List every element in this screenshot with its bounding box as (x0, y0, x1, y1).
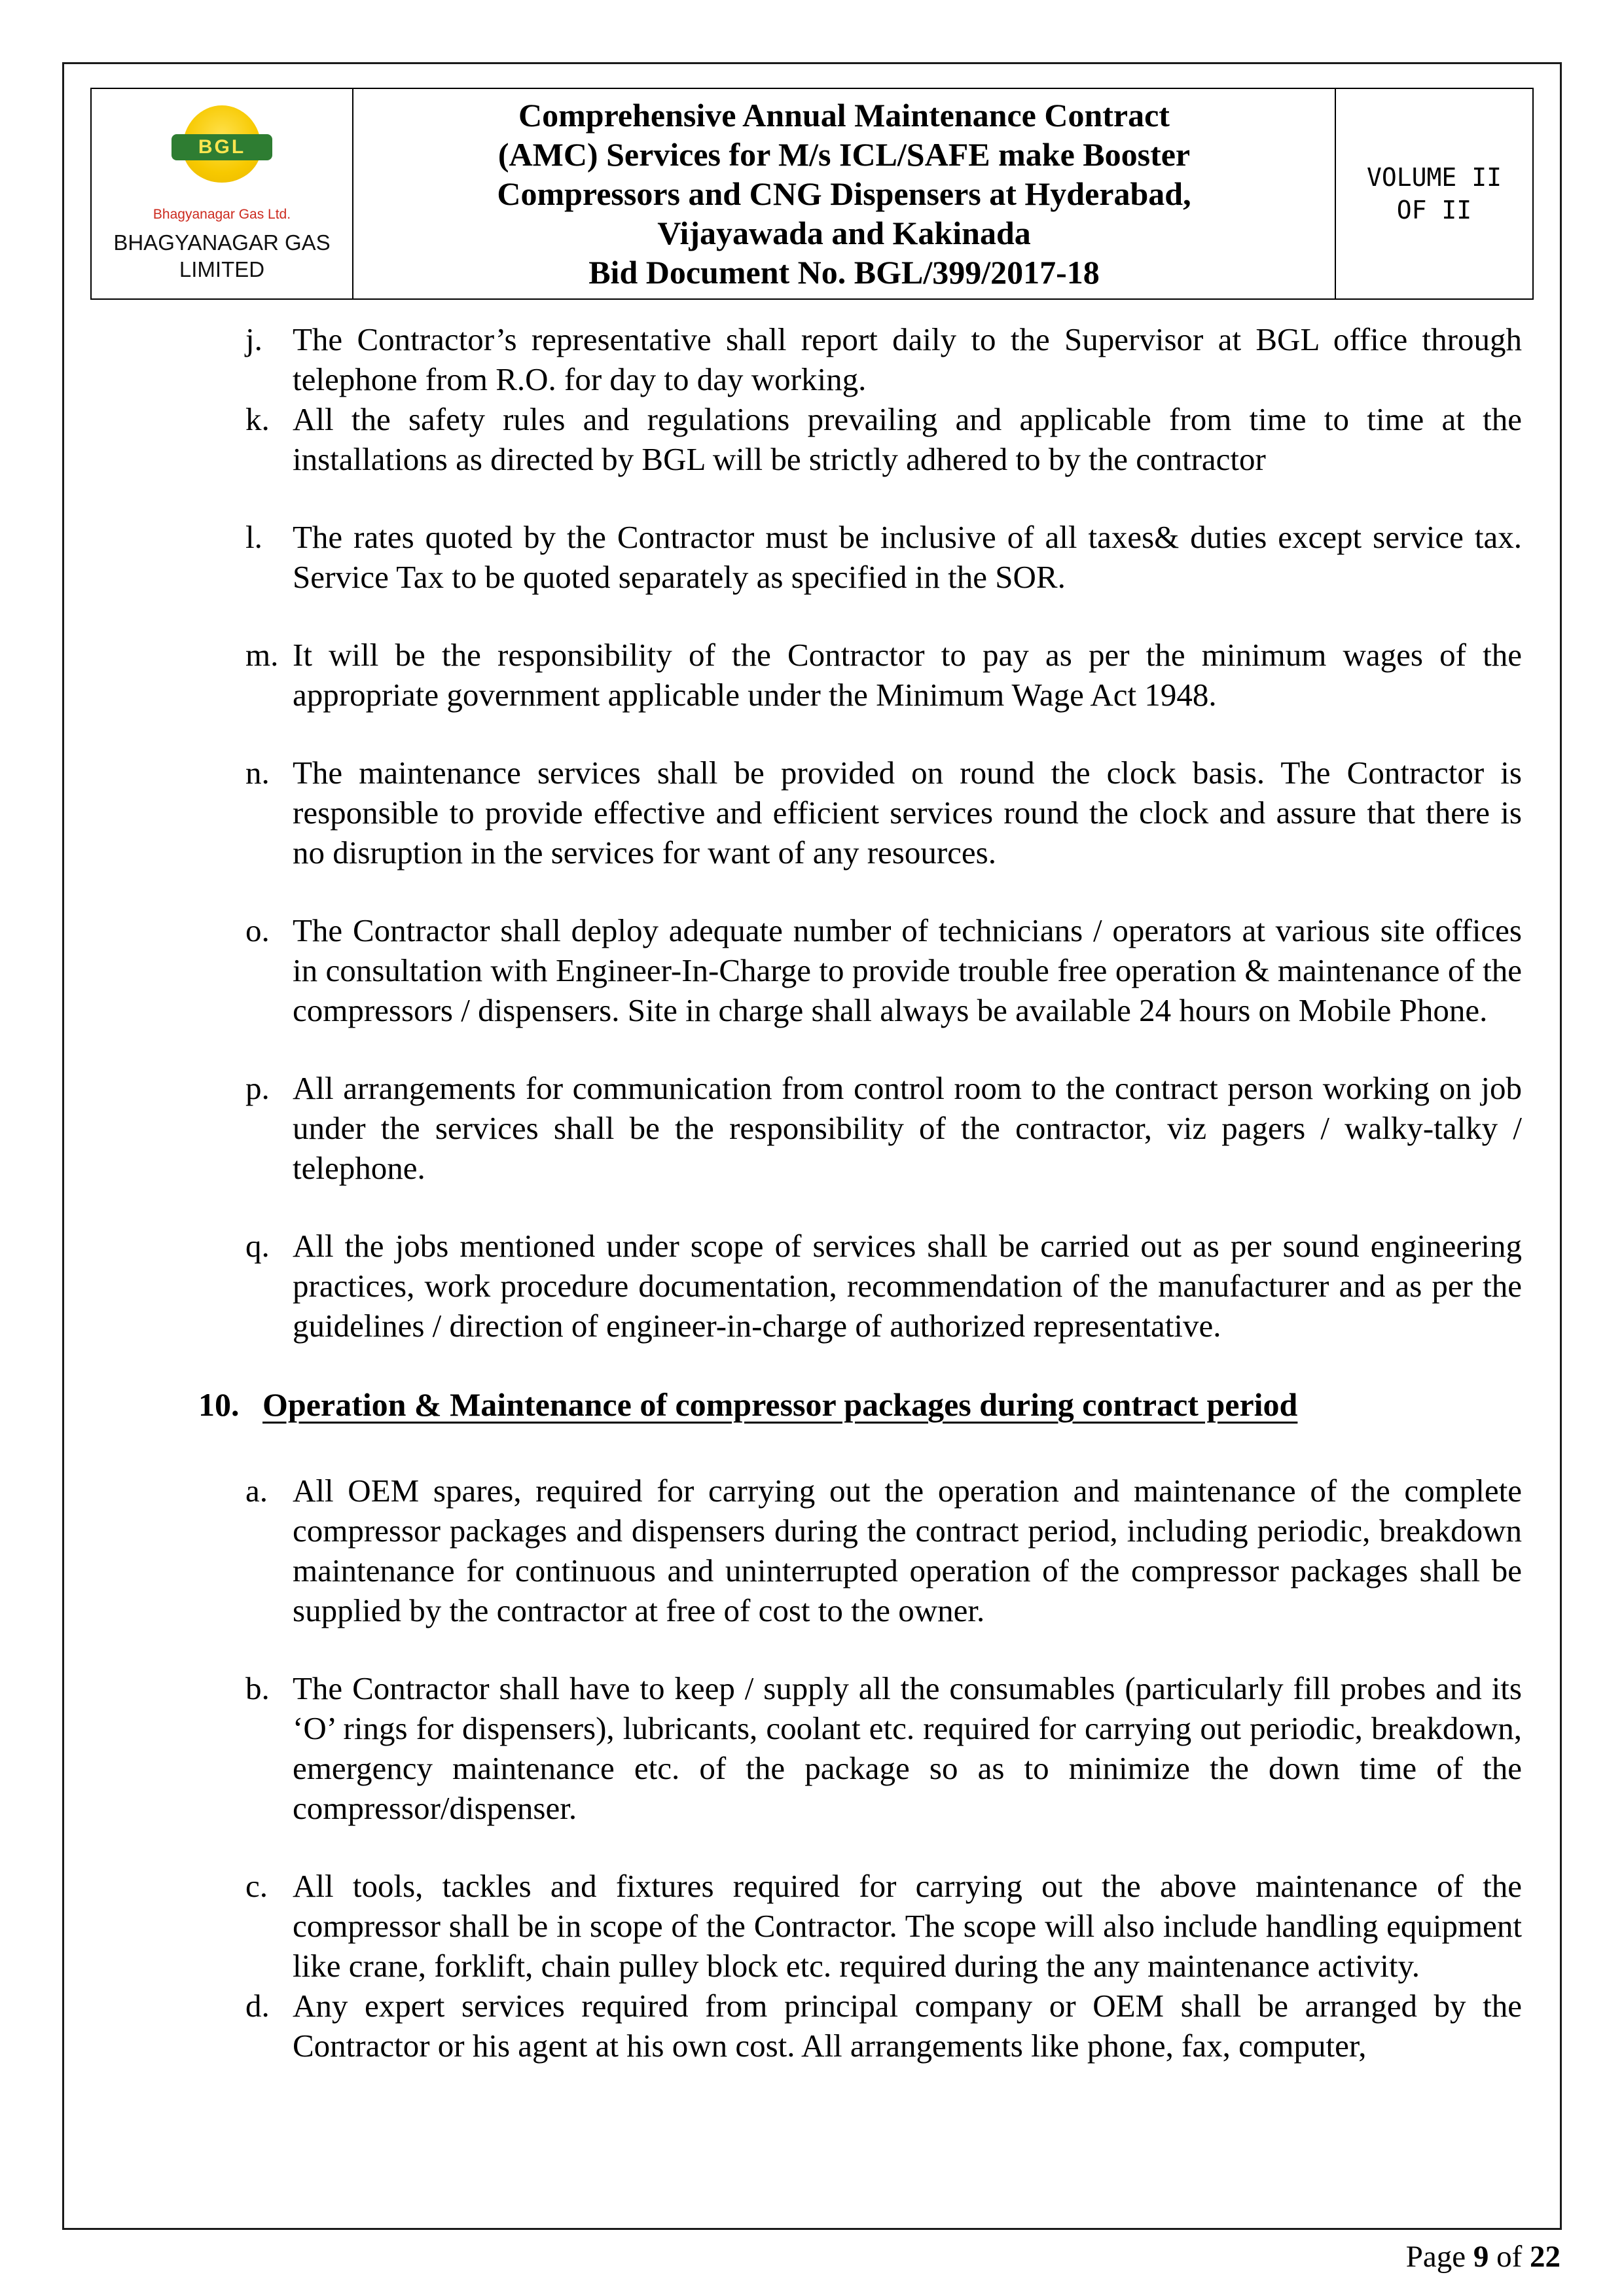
list-item-text: The Contractor shall have to keep / supply all the consumables (particularly fill probes and its ‘O’ rings for dispensers), lubricants, coolant etc. required for carrying out periodic, breakdown, emergency maintenance etc. of the package so as to minimize the down time of the compressor/dispenser. (293, 1670, 1522, 1826)
list-item-marker: d. (245, 1988, 270, 2024)
header-volume-cell (1336, 89, 1532, 298)
document-title-line: Comprehensive Annual Maintenance Contract (518, 97, 1170, 134)
page-label: Page (1405, 2240, 1466, 2274)
list-item (245, 1226, 1522, 1346)
list-item-text: All OEM spares, required for carrying out the operation and maintenance of the complete compressor packages and dispensers during the contract period, including periodic, breakdown maintenance for continuous and uninterrupted operation of the compressor packages shall be supplied by the contractor at free of cost to the owner. (293, 1473, 1522, 1628)
list-item-marker: b. (245, 1670, 270, 1706)
list-item (245, 635, 1522, 715)
logo-acronym: BGL (171, 134, 272, 160)
list-item-text: The maintenance services shall be provided on round the clock basis. The Contractor is responsible to provide effective and efficient services round the clock and assure that there is no disruption in the services for want of any resources. (293, 755, 1522, 870)
bgl-logo-icon (166, 105, 278, 204)
list-item-marker: m. (245, 637, 279, 673)
list-item-text: All the safety rules and regulations prevailing and applicable from time to time at the installations as directed by BGL will be strictly adhered to by the contractor (293, 401, 1522, 477)
volume-label-line1: VOLUME II (1367, 163, 1502, 192)
list-item-marker: l. (245, 519, 262, 555)
list-item-text: The rates quoted by the Contractor must be inclusive of all taxes& duties except service tax. Service Tax to be quoted separately as specified in the SOR. (293, 519, 1522, 595)
company-name-line1: BHAGYANAGAR GAS (113, 230, 331, 255)
list-item (245, 319, 1522, 399)
list-item-marker: n. (245, 755, 270, 791)
list-item-text: All tools, tackles and fixtures required for carrying out the above maintenance of the compressor shall be in scope of the Contractor. The scope will also include handling equipment like crane, forklift, chain pulley block etc. required during the any maintenance activity. (293, 1868, 1522, 1984)
header-logo-cell (92, 89, 353, 298)
bid-document-number: Bid Document No. BGL/399/2017-18 (588, 254, 1100, 291)
page-number: 9 (1473, 2240, 1489, 2274)
list-item-marker: j. (245, 321, 262, 357)
list-item-marker: o. (245, 912, 270, 948)
list-item-text: All the jobs mentioned under scope of services shall be carried out as per sound engineering practices, work procedure documentation, recommendation of the manufacturer and as per the guidelines / direction of engineer-in-charge of authorized representative. (293, 1228, 1522, 1344)
total-pages: 22 (1530, 2240, 1561, 2274)
list-item (245, 1986, 1522, 2066)
company-name-line2: LIMITED (179, 257, 265, 281)
logo-tagline: Bhagyanagar Gas Ltd. (153, 206, 291, 222)
list-item-marker: p. (245, 1070, 270, 1106)
document-title-line: Vijayawada and Kakinada (657, 215, 1031, 251)
document-header (90, 88, 1534, 300)
list-item-text: The Contractor shall deploy adequate number of technicians / operators at various site offices in consultation with Engineer-In-Charge to provide trouble free operation & maintenance of the compressors / dispensers. Site in charge shall always be available 24 hours on Mobile Phone. (293, 912, 1522, 1028)
section-heading (198, 1385, 1522, 1425)
page-footer (1406, 2238, 1561, 2275)
list-item (245, 1471, 1522, 1630)
list-item (245, 1866, 1522, 1986)
list-item (245, 399, 1522, 479)
list-item-text: All arrangements for communication from control room to the contract person working on job under the services shall be the responsibility of the contractor, viz pagers / walky-talky / telephone. (293, 1070, 1522, 1186)
header-title-cell (353, 89, 1336, 298)
clause-list (64, 319, 1560, 2066)
list-item-text: The Contractor’s representative shall report daily to the Supervisor at BGL office through telephone from R.O. for day to day working. (293, 321, 1522, 397)
list-item (245, 753, 1522, 872)
section-title: Operation & Maintenance of compressor packages during contract period (262, 1386, 1298, 1423)
list-item-marker: k. (245, 401, 270, 437)
page-border-frame (62, 62, 1562, 2230)
list-item-text: It will be the responsibility of the Contractor to pay as per the minimum wages of the appropriate government applicable under the Minimum Wage Act 1948. (293, 637, 1522, 713)
list-item-marker: q. (245, 1228, 270, 1264)
of-label: of (1496, 2240, 1523, 2274)
volume-label-line2: OF II (1396, 196, 1472, 224)
document-title-line: (AMC) Services for M/s ICL/SAFE make Booster (497, 136, 1191, 173)
list-item (245, 1068, 1522, 1188)
section-number: 10. (198, 1386, 240, 1423)
list-item (245, 910, 1522, 1030)
list-item-marker: c. (245, 1868, 268, 1904)
company-name (113, 229, 330, 283)
list-item-marker: a. (245, 1473, 268, 1509)
document-title-line: Compressors and CNG Dispensers at Hyderabad, (497, 175, 1191, 212)
list-item-text: Any expert services required from principal company or OEM shall be arranged by the Contractor or his agent at his own cost. All arrangements like phone, fax, computer, (293, 1988, 1522, 2064)
list-item (245, 1668, 1522, 1828)
list-item (245, 517, 1522, 597)
